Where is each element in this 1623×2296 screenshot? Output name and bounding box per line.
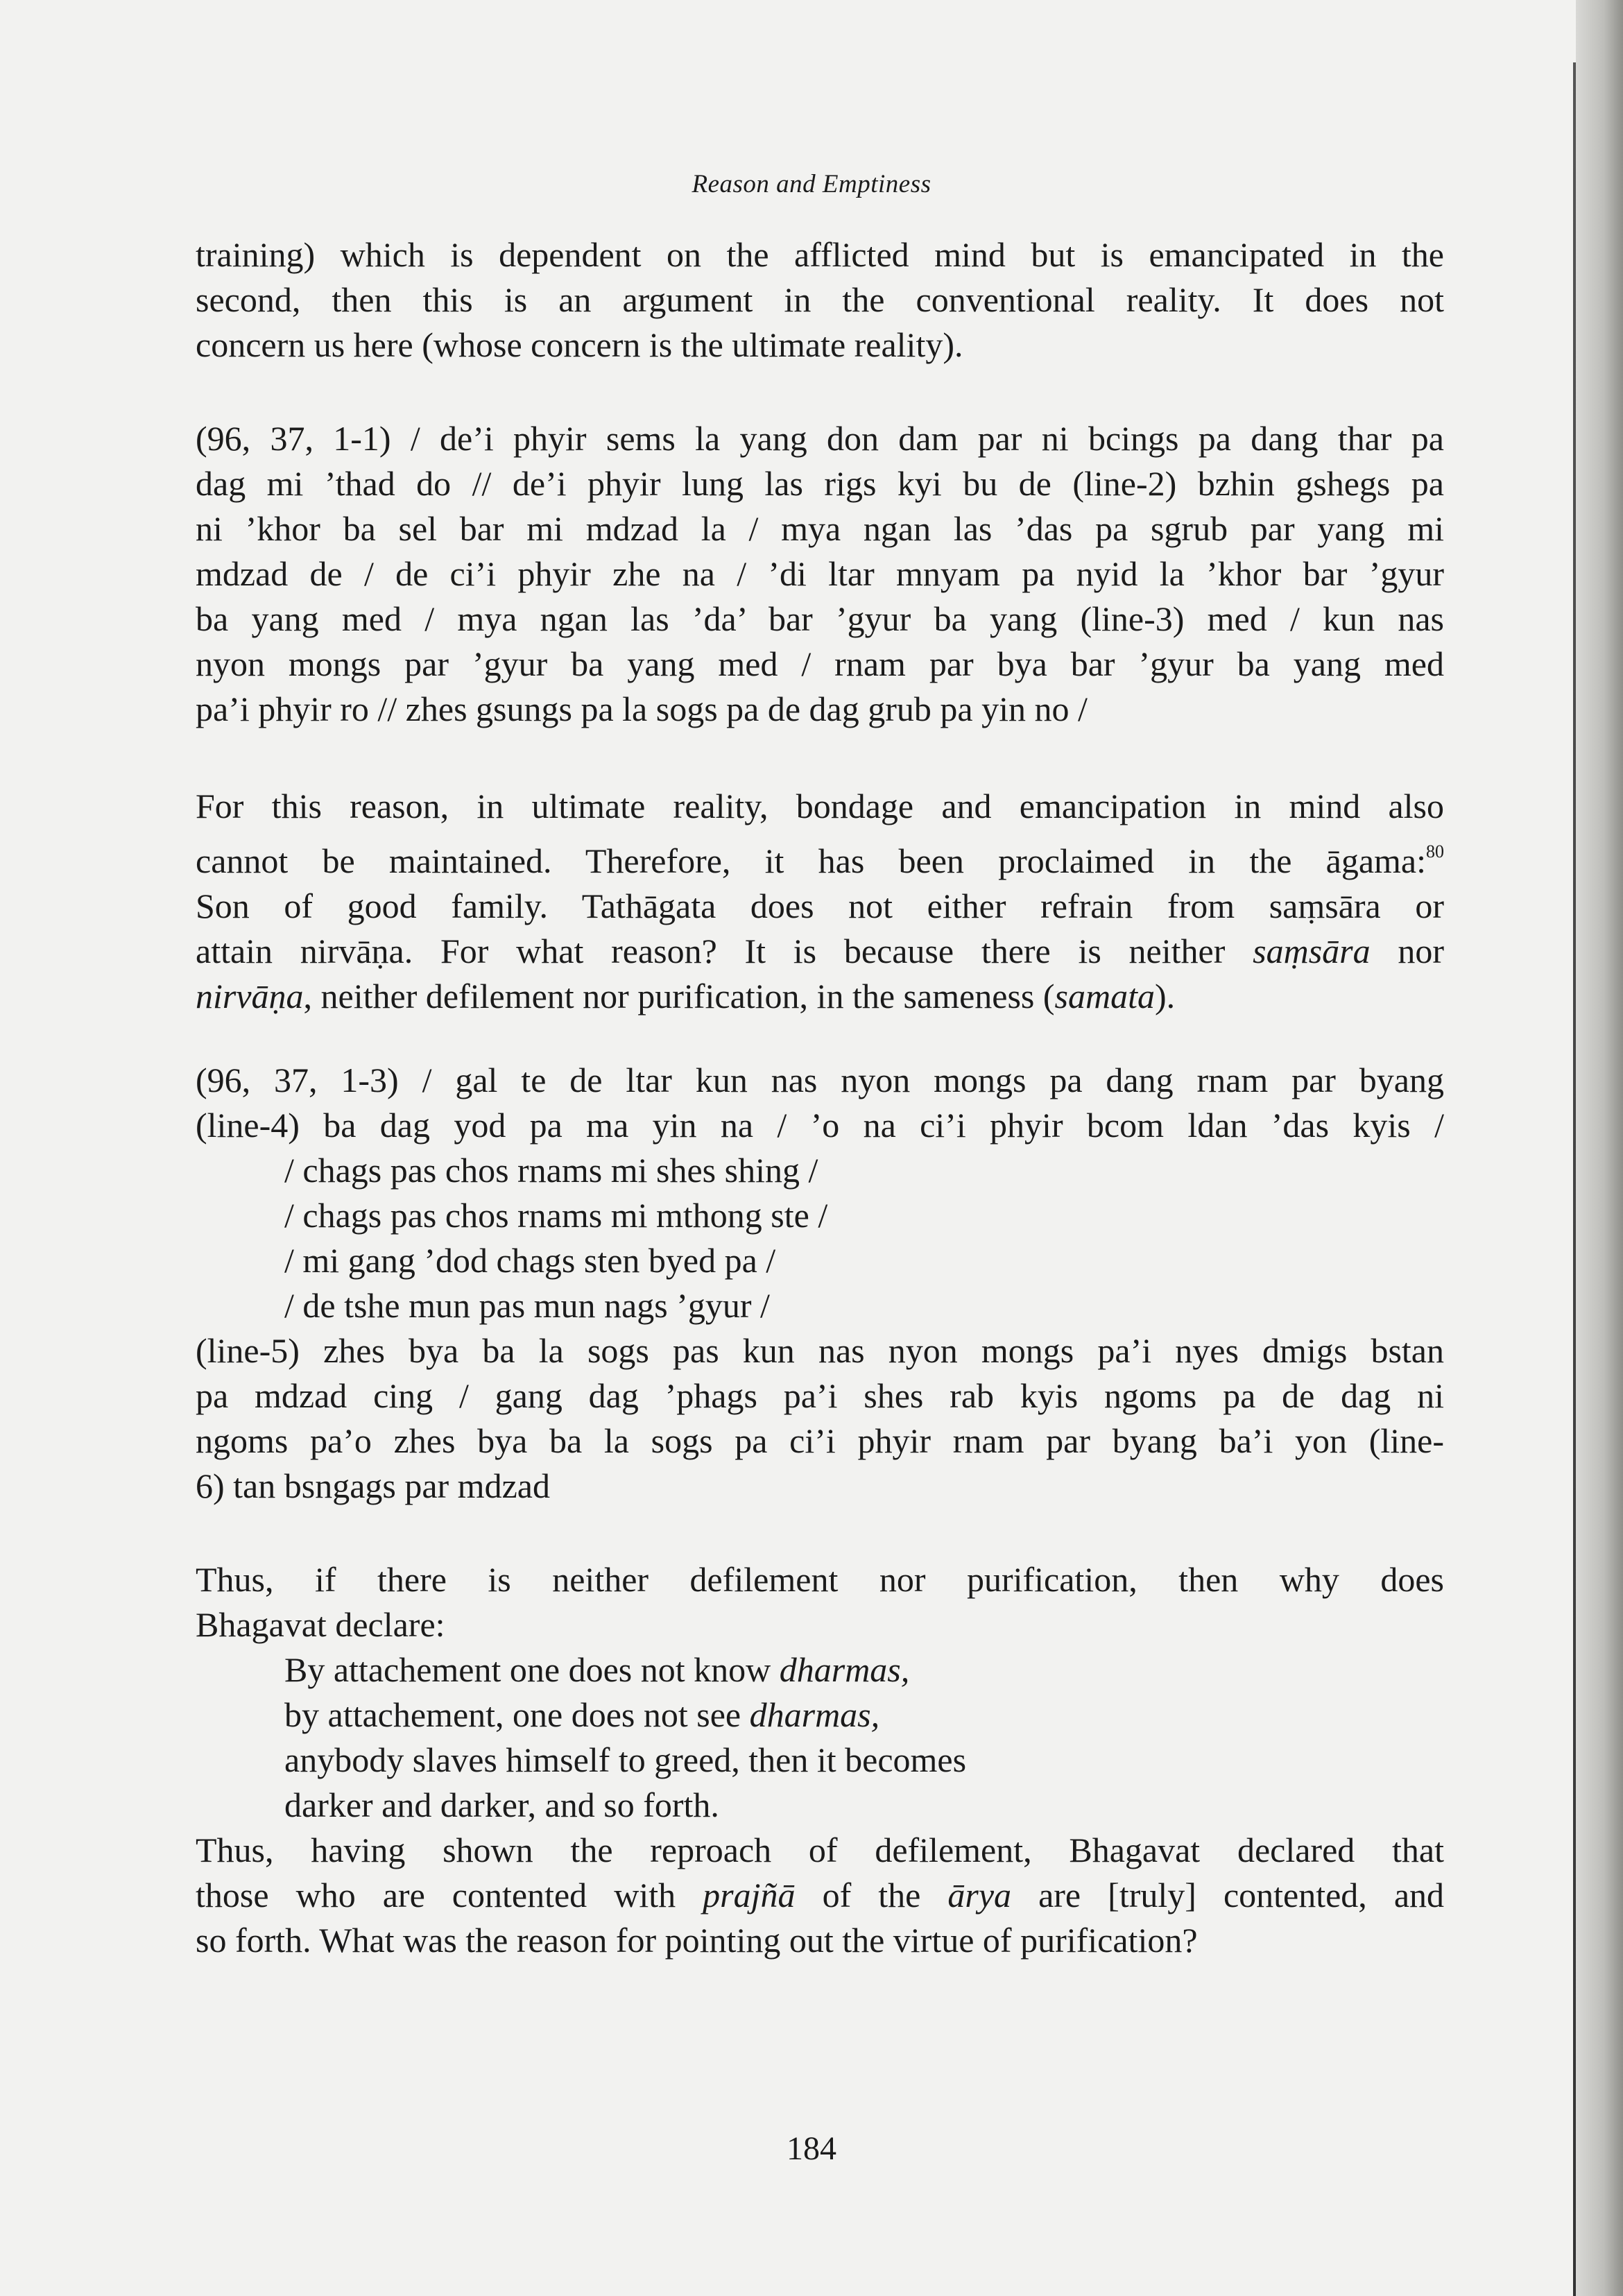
text-line: second, then this is an argument in the conventional reality. It does not [196,280,1444,319]
paragraph-translation-2 [196,1557,1444,1647]
verse-line: / de tshe mun pas mun nags ’gyur / [284,1286,770,1325]
text-line: ni ’khor ba sel bar mi mdzad la / mya ngan las ’das pa sgrub par yang mi [196,509,1444,548]
text-line: For this reason, in ultimate reality, bondage and emancipation in mind also [196,787,1444,825]
page-edge-line [1573,62,1576,2296]
paragraph-intro [196,232,1444,368]
text-line: 6) tan bsngags par mdzad [196,1466,550,1505]
verse-line: / chags pas chos rnams mi shes shing / [284,1151,818,1190]
verse-line: / chags pas chos rnams mi mthong ste / [284,1196,828,1235]
text-line: attain nirvāṇa. For what reason? It is because there is neither saṃsāra nor [196,932,1444,970]
running-head: Reason and Emptiness [692,170,931,198]
text-line: (96, 37, 1-3) / gal te de ltar kun nas nyon mongs pa dang rnam par byang [196,1061,1444,1099]
english-verse [284,1647,966,1828]
text-line: dag mi ’thad do // de’i phyir lung las rigs kyi bu de (line-2) bzhin gshegs pa [196,464,1444,503]
verse-line: darker and darker, and so forth. [284,1785,719,1824]
text-line: Thus, if there is neither defilement nor purification, then why does [196,1560,1444,1599]
text-line: Son of good family. Tathāgata does not either refrain from saṃsāra or [196,886,1444,925]
paragraph-tibetan-3 [196,1328,1444,1509]
text-line: Thus, having shown the reproach of defilement, Bhagavat declared that [196,1831,1444,1869]
paragraph-tibetan-2 [196,1058,1444,1148]
text-line: (line-5) zhes bya ba la sogs pas kun nas nyon mongs pa’i nyes dmigs bstan [196,1331,1444,1370]
text-line: mdzad de / de ci’i phyir zhe na / ’di ltar mnyam pa nyid la ’khor bar ’gyur [196,554,1444,593]
paragraph-translation-1 [196,784,1444,1019]
text-line: (96, 37, 1-1) / de’i phyir sems la yang don dam par ni bcings pa dang thar pa [196,419,1444,458]
footnote-marker: 80 [1426,841,1444,862]
verse-line: / mi gang ’dod chags sten byed pa / [284,1241,776,1280]
text-line: (line-4) ba dag yod pa ma yin na / ’o na ci’i phyir bcom ldan ’das kyis / [196,1106,1444,1145]
text-line: pa mdzad cing / gang dag ’phags pa’i shes rab kyis ngoms pa de dag ni [196,1376,1444,1415]
tibetan-verse [284,1148,827,1328]
text-line: cannot be maintained. Therefore, it has been proclaimed in the āgama:$^{80}$ [196,841,1444,880]
verse-line: anybody slaves himself to greed, then it becomes [284,1740,967,1779]
text-line: training) which is dependent on the afflicted mind but is emancipated in the [196,235,1444,274]
page-number: 184 [787,2130,836,2167]
text-line: so forth. What was the reason for pointing out the virtue of purification? [196,1921,1198,1960]
text-line: pa’i phyir ro // zhes gsungs pa la sogs pa de dag grub pa yin no / [196,689,1088,728]
paragraph-tibetan-1 [196,416,1444,732]
verse-line: By attachement one does not know dharmas, [284,1650,910,1689]
text-line: those who are contented with prajñā of the ārya are [truly] contented, and [196,1876,1445,1914]
text-line: Bhagavat declare: [196,1605,445,1644]
text-line: ba yang med / mya ngan las ’da’ bar ’gyur ba yang (line-3) med / kun nas [196,599,1444,638]
verse-line: by attachement, one does not see dharmas, [284,1695,880,1734]
text-line: concern us here (whose concern is the ultimate reality). [196,325,963,364]
text-line: nyon mongs par ’gyur ba yang med / rnam par bya bar ’gyur ba yang med [196,644,1444,683]
paragraph-translation-3 [196,1828,1444,1963]
text-line: ngoms pa’o zhes bya ba la sogs pa ci’i phyir rnam par byang ba’i yon (line- [196,1421,1444,1460]
text-line: nirvāṇa, neither defilement nor purification, in the sameness (samata). [196,977,1176,1016]
page-edge-shadow [1576,0,1623,2296]
